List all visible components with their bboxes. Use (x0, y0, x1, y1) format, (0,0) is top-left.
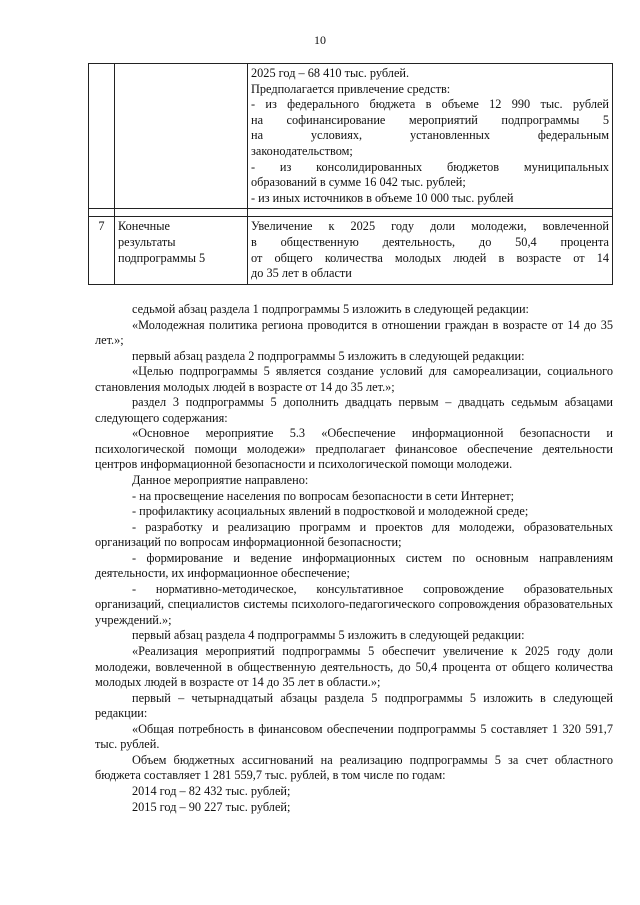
list-item: - профилактику асоциальных явлений в подростковой и молодежной среде; (132, 504, 529, 519)
paragraph: первый абзац раздела 4 подпрограммы 5 изложить в следующей редакции: (132, 628, 525, 643)
paragraph: «Общая потребность в финансовом обеспечении подпрограммы 5 составляет 1 320 591,7 тыс. рублей. (95, 721, 613, 752)
list-item: - на просвещение населения по вопросам безопасности в сети Интернет; (132, 488, 515, 503)
list-item: - нормативно-методическое, консультативное сопровождение образовательных организаций, специалистов системы психолого-педагогического сопровождения образовательных учреждений.»; (95, 581, 613, 627)
cell-line: до 35 лет в области (251, 266, 352, 281)
paragraph: 2015 год – 90 227 тыс. рублей; (132, 799, 291, 814)
title-line: подпрограммы 5 (118, 250, 206, 265)
list-item: - разработку и реализацию программ и проектов для молодежи, образовательных организаций по вопросам информационной безопасности; (95, 519, 613, 550)
paragraph: 2014 год – 82 432 тыс. рублей; (132, 783, 291, 798)
cell-line: - из консолидированных бюджетов муниципальных (251, 159, 609, 174)
paragraph: «Основное мероприятие 5.3 «Обеспечение информационной безопасности и психологической помощи молодежи» предполагает финансовое обеспечение деятельности центров информационной безопасности и психологической помощи молодежи. (95, 426, 613, 472)
paragraph: «Целью подпрограммы 5 является создание условий для самореализации, социального становления молодых людей в возрасте от 14 до 35 лет.»; (95, 364, 613, 394)
row-title-cell (115, 217, 248, 284)
row-title-cell (115, 64, 248, 209)
title-line: Конечные (118, 219, 170, 234)
cell-line: 2025 год – 68 410 тыс. рублей. (251, 66, 410, 80)
paragraph: раздел 3 подпрограммы 5 дополнить двадцать первым – двадцать седьмым абзацами следующего содержания: (95, 395, 613, 425)
list-item: - формирование и ведение информационных систем по основным направлениям деятельности, их информационное обеспечение; (95, 550, 613, 581)
paragraph: первый абзац раздела 2 подпрограммы 5 изложить в следующей редакции: (132, 348, 525, 363)
cell-line: законодательством; (251, 143, 353, 158)
cell-line: - из федерального бюджета в объеме 12 990 тыс. рублей (251, 97, 609, 112)
spacer-cell (115, 209, 248, 217)
cell-line: Увеличение к 2025 году доли молодежи, вовлеченной (251, 219, 609, 234)
row-number-cell (89, 64, 115, 209)
paragraph: «Реализация мероприятий подпрограммы 5 обеспечит увеличение к 2025 году доли молодежи, вовлеченной в общественную деятельность, до 50,4 процента от общего количества молодых людей в возрасте от 14 до 35 лет в области.»; (95, 644, 613, 690)
cell-line: от общего количества молодых людей в возрасте от 14 (251, 250, 609, 265)
table-row (89, 217, 613, 284)
paragraph: Объем бюджетных ассигнований на реализацию подпрограммы 5 за счет областного бюджета составляет 1 281 559,7 тыс. рублей, в том числе по годам: (95, 752, 613, 783)
table-spacer-row (89, 209, 613, 217)
cell-line: Предполагается привлечение средств: (251, 81, 451, 96)
cell-line: в общественную деятельность, до 50,4 процента (251, 234, 609, 249)
paragraph: первый – четырнадцатый абзацы раздела 5 подпрограммы 5 изложить в следующей редакции: (95, 690, 613, 721)
paragraph: «Молодежная политика региона проводится в отношении граждан в возрасте от 14 до 35 лет.»; (95, 317, 613, 348)
table-row (89, 64, 613, 209)
cell-line: на софинансирование мероприятий подпрограммы 5 (251, 112, 609, 127)
cell-line: - из иных источников в объеме 10 000 тыс. рублей (251, 190, 514, 205)
cell-line: образований в сумме 16 042 тыс. рублей; (251, 175, 466, 190)
paragraph: седьмой абзац раздела 1 подпрограммы 5 изложить в следующей редакции: (132, 302, 529, 316)
spacer-cell (248, 209, 613, 217)
row-content-cell (248, 217, 613, 284)
row-content-cell (248, 64, 613, 209)
spacer-cell (89, 209, 115, 217)
page-number: 10 (314, 33, 326, 47)
cell-line: на условиях, установленных федеральным (251, 128, 609, 143)
document-body (95, 302, 613, 815)
paragraph: Данное мероприятие направлено: (132, 473, 309, 488)
title-line: результаты (118, 234, 176, 249)
row-number-cell: 7 (89, 217, 115, 284)
program-table (88, 63, 613, 285)
